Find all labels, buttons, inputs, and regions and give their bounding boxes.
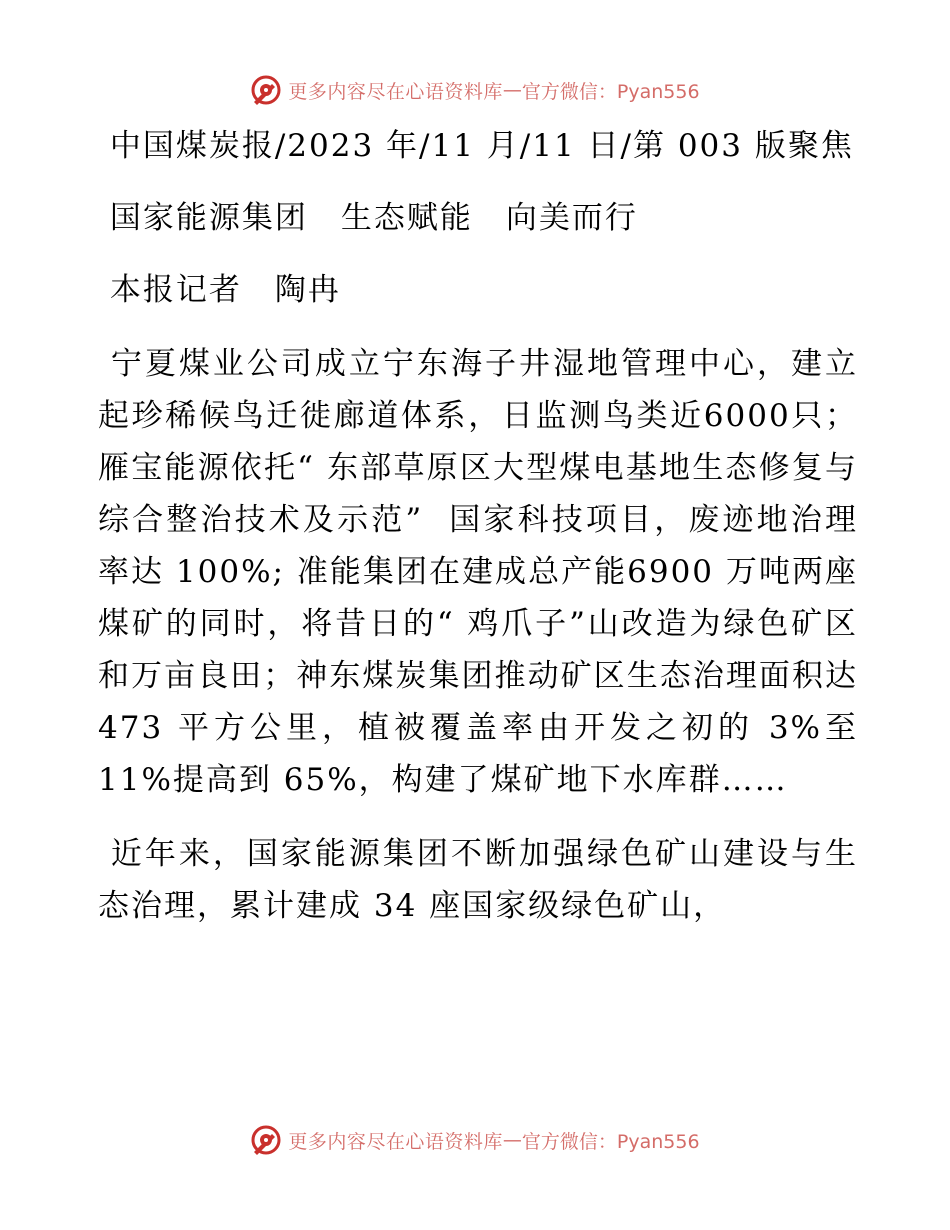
banner-text: 更多内容尽在心语资料库	[288, 80, 503, 103]
pen-logo-icon	[250, 74, 282, 106]
article-headline: 国家能源集团 生态赋能 向美而行	[98, 200, 638, 236]
banner-separator: —	[502, 79, 522, 101]
banner-wechat: 官方微信：Pyan556	[521, 1130, 700, 1153]
header-watermark-banner	[0, 70, 950, 110]
banner-text: 更多内容尽在心语资料库	[288, 1130, 503, 1153]
pen-logo-icon	[250, 1124, 282, 1156]
banner-wechat: 官方微信：Pyan556	[521, 80, 700, 103]
article-body	[98, 120, 870, 932]
article-byline: 本报记者 陶冉	[98, 272, 341, 308]
article-paragraph: 宁夏煤业公司成立宁东海子井湿地管理中心，建立起珍稀候鸟迁徙廊道体系，日监测鸟类近6000只；雁宝能源依托“ 东部草原区大型煤电基地生态修复与综合整治技术及示范” 国家科技项目，废迹地治理率达 100%; 准能集团在建成总产能6900 万吨两座煤矿的同时，将昔日的“ 鸡爪子”山改造为绿色矿区和万亩良田；神东煤炭集团推动矿区生态治理面积达 473 平方公里，植被覆盖率由开发之初的 3%至 11%提高到 65%，构建了煤矿地下水库群……	[98, 346, 870, 798]
article-source: 中国煤炭报/2023 年/11 月/11 日/第 003 版聚焦	[98, 128, 854, 164]
banner-separator: —	[502, 1129, 522, 1151]
article-paragraph: 近年来，国家能源集团不断加强绿色矿山建设与生态治理，累计建成 34 座国家级绿色矿山，	[98, 836, 859, 924]
footer-watermark-banner	[0, 1120, 950, 1160]
